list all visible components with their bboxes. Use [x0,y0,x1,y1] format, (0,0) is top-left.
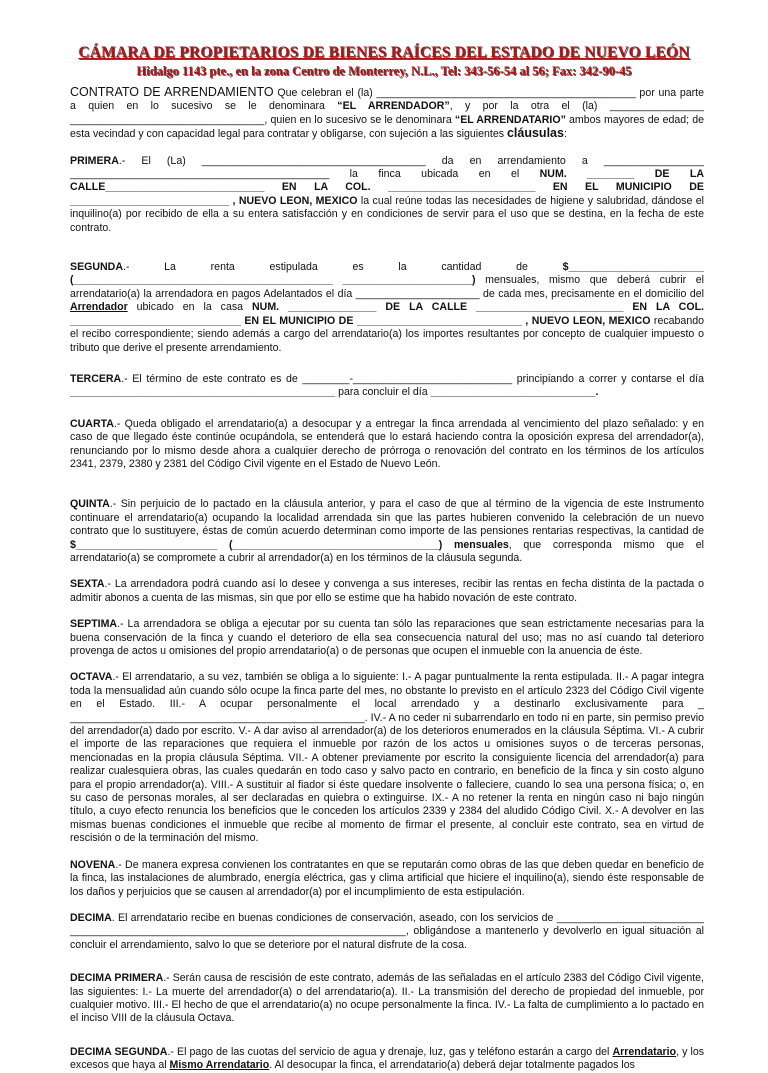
arrendador-term: Arrendador [70,301,128,314]
clause-label: OCTAVA [70,671,113,684]
arrendatario-term: “EL ARRENDATARIO” [454,113,566,126]
clause-label: TERCERA [70,372,122,385]
clause-quinta: QUINTA.- Sin perjuicio de lo pactado en la cláusula anterior, y para el caso de que al término de la vigencia de este Instrumento continuare el arrendatario(a) ocupando la localidad arrendada sin que las partes hubieren convenido la celebración de un nuevo contrato que lo sustituyere, éstas de común acuerdo determinan como importe de las pensiones rentarias respectivas, la cantidad de $________________________ (___________________________________) mensuales, que corresponda mismo que el arrendatario(a) se compromete a cubrir al arrendador(a) en los términos de la cláusula segunda. [70,498,704,564]
clause-segunda: SEGUNDA.- La renta estipulada es la cantidad de $_______________________ (____________________________________________ ______________________) mensuales, mismo que deberá cubrir el arrendatario(a) la arrendadora en pagos Adelantados el día _____________________ de cada mes, precisamente en el domicilio del Arrendador ubicado en la casa NUM. _______________ DE LA CALLE _________________________ EN LA COL. _____________________________ EN EL MUNICIPIO DE ____________________________ , NUEVO LEON, MEXICO recabando el recibo correspondiente; siendo además a cargo del arrendatario(a) los importes resultantes por concepto de cualquier impuesto o tributo que derive el presente arrendamiento. [70,261,704,354]
clause-primera: PRIMERA.- El (La) ______________________________________ da en arrendamiento a _________________ ____________________________________________ la finca ubicada en el NUM. ________ DE LA CALLE___________________________ EN LA COL. _________________________ EN EL MUNICIPIO DE ___________________________ , NUEVO LEON, MEXICO la cual reúne todas las necesidades de higiene y salubridad, dándose el inquilino(a) por recibido de ella a su entera satisfacción y en condiciones de servir para el uso que se destina, en la fecha de este contrato. [70,154,704,234]
clause-label: PRIMERA [70,154,119,167]
clause-novena: NOVENA.- De manera expresa convienen los contratantes en que se reputarán como obras de las que deben quedar en beneficio de la finca, las instalaciones de alumbrado, energía eléctrica, gas y clima artificial que hiciere el inquilino(a), siendo éste responsable de los daños y perjuicios que se causen al arrendador(a) por el incumplimiento de esta estipulación. [70,858,704,898]
holdover-amount: $________________________ (___________________________________) mensuales [70,538,509,551]
contract-body [70,86,704,1073]
chamber-title: CÁMARA DE PROPIETARIOS DE BIENES RAÍCES DEL ESTADO DE NUEVO LEÓN [78,44,690,61]
intro-paragraph: CONTRATO DE ARRENDAMIENTO Que celebran el (la) ____________________________________________ por una parte a quien en lo sucesivo se le denominara “EL ARRENDADOR”, y por la otra el (la) ________________ _________________________________, quien en lo sucesivo se le denominara “EL ARRENDATARIO” ambos mayores de edad; de esta vecindad y con capacidad legal para contratar y obligarse, con sujeción a las siguientes cláusulas: [70,85,705,141]
clause-sexta: SEXTA.- La arrendadora podrá cuando así lo desee y convenga a sus intereses, recibir las rentas en fecha distinta de la pactada o admitir abonos a cuenta de las mismas, sin que por ello se estime que ha habido novación de este contrato. [70,578,704,604]
clause-label: DECIMA PRIMERA [70,972,164,985]
chamber-address: Hidalgo 1143 pte., en la zona Centro de Monterrey, N.L., Tel: 343-56-54 al 56; Fax: 342-90-45 [136,64,632,78]
clause-label: SEXTA [70,578,105,591]
clause-decima: DECIMA. El arrendatario recibe en buenas condiciones de conservación, aseado, con los servicios de _________________________ _________________________________________________________, obligándose a mantenerlo y devolverlo en igual situación al concluir el arrendamiento, salvo lo que se deteriore por el natural disfrute de la cosa. [70,911,704,951]
clause-label: QUINTA [70,498,110,511]
rent-amount: $_______________________ (____________________________________________ ______________________) [70,261,704,287]
clause-septima: SEPTIMA.- La arrendadora se obliga a ejecutar por su cuenta tan sólo las reparaciones que sean estrictamente necesarias para la buena conservación de la finca y cuando el deterioro de ella sea consecuencia natural del uso; mas no así cuando tal deterioro provenga de actos u omisiones del propio arrendatario(a) o de personas que ocupen el inmueble con la anuencia de éste. [70,618,704,657]
clause-label: DECIMA [70,911,112,924]
clause-label: SEPTIMA [70,618,118,631]
payment-address: NUM. _______________ DE LA CALLE _________________________ EN LA COL. _____________________________ EN EL MUNICIPIO DE ____________________________ , NUEVO LEON, MEXICO [70,301,704,327]
clause-label: NOVENA [70,858,116,871]
clause-decima-primera: DECIMA PRIMERA.- Serán causa de rescisión de este contrato, además de las señaladas en el artículo 2383 del Código Civil vigente, las siguientes: I.- La muerte del arrendador(a) o del arrendatario(a). II.- La transmisión del derecho de propiedad del inmueble, por cualquier motivo. III.- El hecho de que el arrendatario(a) no ocupe personalmente la finca. IV.- La falta de cumplimiento a lo pactado en el inciso VIII de la cláusula Octava. [70,972,705,1025]
property-address: NUM. ________ DE LA CALLE___________________________ EN LA COL. _________________________ EN EL MUNICIPIO DE ___________________________ , NUEVO LEON, MEXICO [70,168,704,207]
arrendador-term: “EL ARRENDADOR” [337,100,450,113]
clausulas-term: cláusulas [506,126,564,141]
contract-heading: CONTRATO DE ARRENDAMIENTO [70,85,274,99]
mismo-arrendatario-term: Mismo Arrendatario [169,1059,270,1072]
clause-octava: OCTAVA.- El arrendatario, a su vez, también se obliga a lo siguiente: I.- A pagar puntualmente la renta estipulada. II.- A pagar integra toda la mensualidad aún cuando sólo ocupe la finca parte del mes, no obstante lo previsto en el artículo 2323 del Código Civil vigente en el Estado. III.- A ocupar personalmente el local arrendado y a destinarlo exclusivamente para _ __________________________________________________. IV.- A no ceder ni subarrendarlo en todo ni en parte, sin permiso previo del arrendador(a) dado por escrito. V.- A dar aviso al arrendador(a) de los deterioros enumerados en la cláusula Séptima. VI.- A cubrir el importe de las reparaciones que requiera el inmueble por razón de los actos u omisiones suyos o de terceras personas, mencionadas en la propia cláusula Séptima. VII.- A obtener previamente por escrito la consiguiente licencia del arrendador(a) para realizar cualesquiera obras, las cuales quedarán en todo caso y salvo pacto en contrario, en beneficio de la finca y sin costo alguno para el propio arrendador(a). VIII.- A sustituir al fiador si éste quedare insolvente o falleciere, cuando lo sea una persona física; o, en su caso de personas morales, al ser declaradas en quiebra o extinguirse. IX.- A no retener la renta en ningún caso ni bajo ningún título, a cuyo efecto renuncia los beneficios que le conceden los artículos 2339 y 2384 del aludido Código Civil. X.- A devolver en las mismas buenas condiciones el inmueble que recibe al momento de firmar el presente, al concluir este contrato, sea en virtud de rescisión o de la terminación del mismo. [70,671,704,845]
arrendatario-term: Arrendatario [612,1045,677,1058]
clause-cuarta: CUARTA.- Queda obligado el arrendatario(a) a desocupar y a entregar la finca arrendada al vencimiento del plazo señalado: y en caso de que llegado éste continúe ocupándola, se entenderá que lo estará haciendo contra la oposición expresa del arrendador(a), renunciando por lo mismo desde ahora a cualquier derecho de prórroga o renovación del contrato en los términos de los artículos 2341, 2379, 2380 y 2381 del Código Civil vigente en el Estado de Nuevo León. [70,417,704,470]
clause-label: DECIMA SEGUNDA [70,1045,168,1058]
clause-decima-segunda: DECIMA SEGUNDA.- El pago de las cuotas del servicio de agua y drenaje, luz, gas y teléfono estarán a cargo del Arrendatario, y los excesos que haya al Mismo Arrendatario. Al desocupar la finca, el arrendatario(a) deberá dejar totalmente pagados los [70,1045,705,1072]
clause-label: CUARTA [70,417,114,430]
clause-tercera: TERCERA.- El término de este contrato es de ________-___________________________ principiando a correr y contarse el día _____________________________________________ para concluir el día ____________________________. [70,372,704,399]
clause-label: SEGUNDA [70,261,123,274]
